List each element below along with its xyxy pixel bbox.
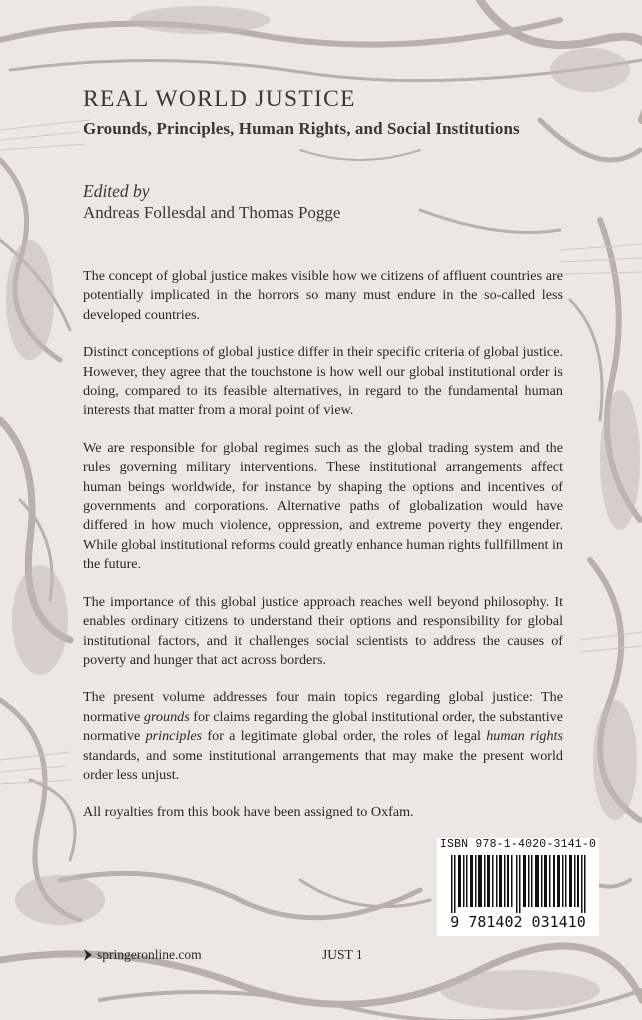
website-text[interactable]: springeronline.com (97, 947, 202, 962)
royalties-note: All royalties from this book have been assigned to Oxfam. (83, 804, 414, 821)
p5-emphasis-human-rights: human rights (486, 728, 563, 745)
book-title: REAL WORLD JUSTICE (83, 86, 356, 112)
isbn-label: ISBN 978-1-4020-3141-0 (439, 838, 597, 851)
edited-by-label: Edited by (83, 181, 150, 201)
editors-names: Andreas Follesdal and Thomas Pogge (83, 203, 341, 222)
p5-emphasis-principles: principles (145, 728, 203, 745)
back-cover-blurb (83, 267, 563, 841)
barcode-bars (441, 855, 595, 913)
blurb-paragraph-3: We are responsible for global regimes such as the global trading system and the rules governing military interventions. These institutional arrangements affect human beings worldwide, for instance by shaping the options and incentives of governments and corporations. Alternative paths of globalization would have differed in how much violence, oppression, and extreme poverty they engender. While global institutional reforms could greatly enhance human rights fullfillment in the future. (83, 439, 563, 573)
p5-text-c: for claims regarding the global institutional order, the substantive normative (83, 708, 564, 745)
chevron-right-icon (83, 949, 93, 961)
product-code: JUST 1 (322, 947, 363, 962)
p5-text-g: standards, and some institutional arrangements that may make the present world order less unjust. (83, 747, 563, 783)
blurb-paragraph-4: The importance of this global justice approach reaches well beyond philosophy. It enables ordinary citizens to understand their options and responsibility for global institutional factors, and it challenges social scientists to address the causes of poverty and hunger that act across borders. (83, 593, 563, 668)
blurb-paragraph-5 (83, 688, 563, 785)
p5-emphasis-grounds: grounds (143, 708, 190, 725)
isbn-digits: 9 781402 031410 (450, 913, 586, 931)
p5-text-e: for a legitimate global order, the roles of legal (202, 728, 487, 745)
book-subtitle: Grounds, Principles, Human Rights, and Social Institutions (83, 119, 520, 138)
p5-text-a: The present volume addresses four main topics regarding global justice: The normative (83, 689, 563, 725)
blurb-paragraph-2: Distinct conceptions of global justice differ in their specific criteria of global justice. However, they agree that the touchstone is how well our global institutional order is doing, compared to its feasible alternatives, in regard to the fundamental human interests that matter from a moral point of view. (83, 344, 563, 419)
isbn-barcode (437, 838, 599, 936)
publisher-website[interactable] (83, 947, 202, 963)
blurb-paragraph-1: The concept of global justice makes visible how we citizens of affluent countries are potentially implicated in the horrors so many must endure in the so-called less developed countries. (83, 268, 563, 323)
